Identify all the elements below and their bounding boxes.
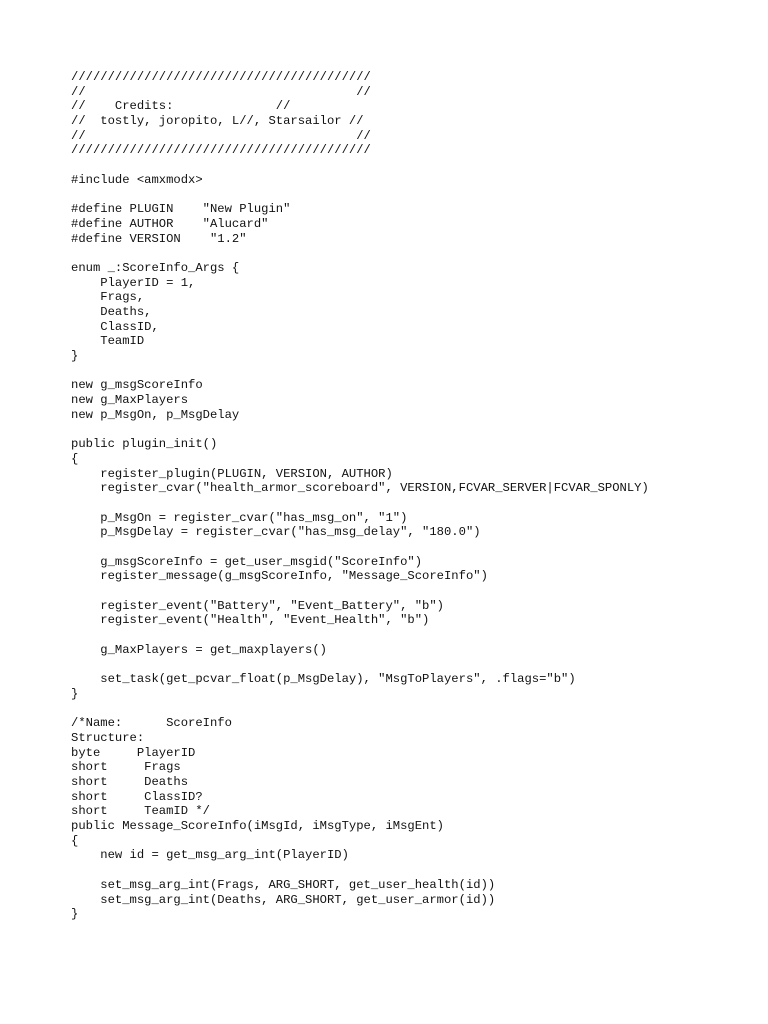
code-line: enum _:ScoreInfo_Args { (71, 260, 240, 275)
code-line: set_msg_arg_int(Deaths, ARG_SHORT, get_user_armor(id)) (71, 892, 496, 907)
code-line: p_MsgOn = register_cvar("has_msg_on", "1") (71, 510, 408, 525)
code-line: ClassID, (71, 319, 159, 334)
code-line: p_MsgDelay = register_cvar("has_msg_delay", "180.0") (71, 525, 481, 540)
code-line: #include <amxmodx> (71, 172, 203, 187)
code-line: // tostly, joropito, L//, Starsailor // (71, 114, 364, 129)
code-line: short Frags (71, 760, 181, 775)
code-line: } (71, 686, 79, 701)
code-line: // // (71, 128, 371, 143)
code-line (71, 188, 649, 203)
code-line (71, 423, 649, 438)
code-line: short TeamID */ (71, 804, 210, 819)
code-line (71, 364, 649, 379)
code-line: Frags, (71, 290, 145, 305)
code-line: register_cvar("health_armor_scoreboard", VERSION,FCVAR_SERVER|FCVAR_SPONLY) (71, 481, 649, 496)
code-line: register_event("Battery", "Event_Battery", "b") (71, 598, 444, 613)
source-code-block (71, 70, 649, 922)
code-line (71, 496, 649, 511)
code-line (71, 702, 649, 717)
code-line: } (71, 907, 79, 922)
code-line: ///////////////////////////////////////// (71, 70, 371, 84)
code-line: new id = get_msg_arg_int(PlayerID) (71, 848, 349, 863)
code-line (71, 158, 649, 173)
code-line: { (71, 833, 79, 848)
code-line: register_event("Health", "Event_Health", "b") (71, 613, 430, 628)
code-line: public Message_ScoreInfo(iMsgId, iMsgType, iMsgEnt) (71, 819, 444, 834)
code-line: new g_msgScoreInfo (71, 378, 203, 393)
code-line: short Deaths (71, 775, 189, 789)
code-line: g_MaxPlayers = get_maxplayers() (71, 642, 327, 657)
code-line: register_plugin(PLUGIN, VERSION, AUTHOR) (71, 466, 393, 481)
code-line: /*Name: ScoreInfo (71, 716, 232, 731)
code-line (71, 863, 649, 878)
code-line: g_msgScoreInfo = get_user_msgid("ScoreInfo") (71, 554, 423, 569)
code-line: new g_MaxPlayers (71, 393, 189, 408)
code-line: Deaths, (71, 305, 152, 319)
code-line: new p_MsgOn, p_MsgDelay (71, 407, 240, 422)
code-line: #define PLUGIN "New Plugin" (71, 202, 291, 217)
code-line: ///////////////////////////////////////// (71, 143, 371, 158)
code-line: TeamID (71, 334, 145, 349)
code-line (71, 540, 649, 555)
code-line (71, 628, 649, 643)
code-line (71, 658, 649, 673)
code-line: set_msg_arg_int(Frags, ARG_SHORT, get_user_health(id)) (71, 877, 496, 892)
code-line: public plugin_init() (71, 437, 218, 452)
code-line (71, 246, 649, 261)
code-line: byte PlayerID (71, 745, 196, 760)
code-line: // Credits: // (71, 99, 291, 114)
code-line: Structure: (71, 730, 145, 745)
code-line: set_task(get_pcvar_float(p_MsgDelay), "MsgToPlayers", .flags="b") (71, 672, 576, 687)
code-line: short ClassID? (71, 789, 203, 804)
code-line: PlayerID = 1, (71, 275, 196, 290)
code-line: } (71, 349, 79, 364)
code-line: #define VERSION "1.2" (71, 231, 247, 246)
code-line: // // (71, 84, 371, 99)
code-line: register_message(g_msgScoreInfo, "Message_ScoreInfo") (71, 569, 488, 584)
code-line (71, 584, 649, 599)
code-line: #define AUTHOR "Alucard" (71, 216, 269, 231)
code-line: { (71, 451, 79, 466)
